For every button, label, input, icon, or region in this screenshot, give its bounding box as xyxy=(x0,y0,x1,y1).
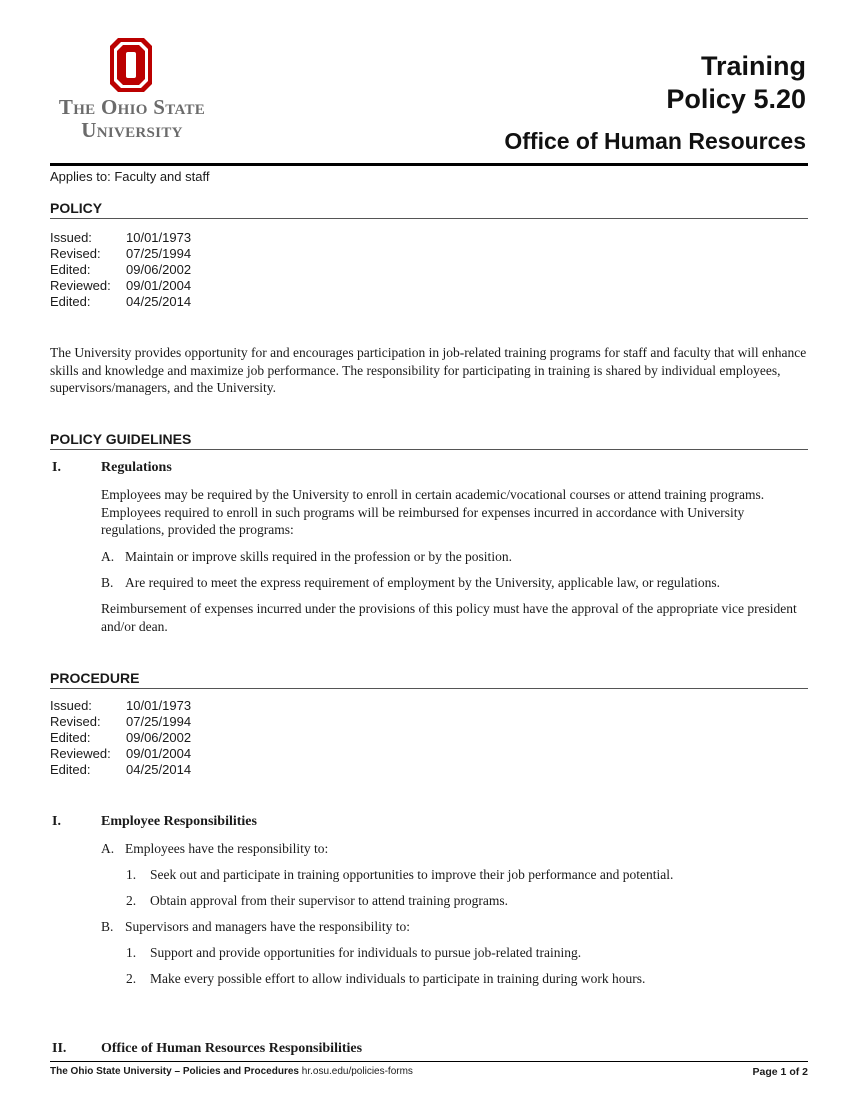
list-item xyxy=(101,840,328,857)
date-label: Issued: xyxy=(50,698,92,713)
list-text: Obtain approval from their supervisor to attend training programs. xyxy=(150,893,509,908)
list-item xyxy=(126,866,673,883)
date-value: 09/01/2004 xyxy=(126,746,192,761)
footer-source xyxy=(50,1066,413,1077)
list-marker: A. xyxy=(101,841,115,856)
list-item xyxy=(126,970,645,987)
date-label: Revised: xyxy=(50,246,101,261)
procedure-heading: PROCEDURE xyxy=(50,670,808,689)
date-label: Edited: xyxy=(50,262,91,277)
list-item xyxy=(101,574,720,591)
section-number: II. xyxy=(52,1041,67,1056)
date-value: 07/25/1994 xyxy=(126,246,192,261)
date-row xyxy=(50,762,191,778)
policy-heading: POLICY xyxy=(50,200,808,219)
date-row xyxy=(50,730,191,746)
list-item xyxy=(101,918,410,935)
date-label: Edited: xyxy=(50,294,91,309)
list-marker: 1. xyxy=(126,945,137,960)
date-row xyxy=(50,262,191,278)
date-value: 10/01/1973 xyxy=(126,698,192,713)
date-label: Edited: xyxy=(50,762,91,777)
list-text: Make every possible effort to allow individuals to participate in training during work hours. xyxy=(150,971,646,986)
date-label: Revised: xyxy=(50,714,101,729)
procedure-dates-table xyxy=(50,698,191,778)
list-text: Employees have the responsibility to: xyxy=(125,841,329,856)
date-label: Edited: xyxy=(50,730,91,745)
list-marker: A. xyxy=(101,549,115,564)
list-marker: B. xyxy=(101,575,114,590)
date-label: Reviewed: xyxy=(50,278,111,293)
footer-rule xyxy=(50,1061,808,1062)
logo-line-1: The Ohio State xyxy=(58,95,206,119)
list-text: Maintain or improve skills required in the profession or by the position. xyxy=(125,549,512,564)
guidelines-paragraph: Employees may be required by the University to enroll in certain academic/vocational courses or attend training programs. Employees required to enroll in such programs will be reimbursed for expenses incurred in accordance with University regulations, provided the programs: xyxy=(101,487,765,537)
document-title-block xyxy=(504,50,806,155)
section-title: Regulations xyxy=(101,460,172,475)
policy-number: Policy 5.20 xyxy=(666,84,806,114)
applies-to: Applies to: Faculty and staff xyxy=(50,169,210,184)
logo-line-2: University xyxy=(81,118,183,142)
footer-url[interactable]: hr.osu.edu/policies-forms xyxy=(301,1066,413,1077)
block-o-icon xyxy=(110,38,152,92)
date-value: 04/25/2014 xyxy=(126,762,192,777)
date-value: 04/25/2014 xyxy=(126,294,192,309)
list-item xyxy=(126,944,581,961)
date-value: 09/06/2002 xyxy=(126,730,192,745)
date-row xyxy=(50,746,191,762)
date-value: 09/06/2002 xyxy=(126,262,192,277)
footer-org: The Ohio State University – Policies and Procedures xyxy=(50,1066,299,1077)
document-title: Training xyxy=(700,51,806,81)
section-title: Office of Human Resources Responsibilities xyxy=(101,1041,363,1056)
guidelines-reimbursement: Reimbursement of expenses incurred under the provisions of this policy must have the approval of the appropriate vice president and/or dean. xyxy=(101,601,797,634)
date-value: 07/25/1994 xyxy=(126,714,192,729)
date-value: 10/01/1973 xyxy=(126,230,192,245)
section-number: I. xyxy=(52,460,61,475)
section-title: Employee Responsibilities xyxy=(101,814,257,829)
list-item xyxy=(101,548,512,565)
date-row xyxy=(50,698,191,714)
date-row xyxy=(50,230,191,246)
date-value: 09/01/2004 xyxy=(126,278,192,293)
date-label: Issued: xyxy=(50,230,92,245)
date-row xyxy=(50,278,191,294)
list-marker: 2. xyxy=(126,893,137,908)
list-text: Support and provide opportunities for individuals to pursue job-related training. xyxy=(150,945,582,960)
date-row xyxy=(50,714,191,730)
logo-wordmark xyxy=(50,96,214,141)
policy-dates-table xyxy=(50,230,191,310)
list-text: Are required to meet the express requirement of employment by the University, applicable law, or regulations. xyxy=(125,575,721,590)
guidelines-heading: POLICY GUIDELINES xyxy=(50,431,808,450)
list-marker: 1. xyxy=(126,867,137,882)
date-row xyxy=(50,246,191,262)
section-number: I. xyxy=(52,814,61,829)
header-rule xyxy=(50,163,808,166)
date-row xyxy=(50,294,191,310)
list-item xyxy=(126,892,508,909)
list-marker: B. xyxy=(101,919,114,934)
list-text: Seek out and participate in training opportunities to improve their job performance and potential. xyxy=(150,867,674,882)
office-name: Office of Human Resources xyxy=(504,128,806,154)
policy-intro: The University provides opportunity for and encourages participation in job-related training programs for staff and faculty that will enhance skills and knowledge and maximize job performance. The responsibility for participating in training is shared by individual employees, supervisors/managers, and the University. xyxy=(50,345,807,395)
page-number: Page 1 of 2 xyxy=(752,1066,808,1078)
date-label: Reviewed: xyxy=(50,746,111,761)
list-text: Supervisors and managers have the responsibility to: xyxy=(125,919,410,934)
list-marker: 2. xyxy=(126,971,137,986)
